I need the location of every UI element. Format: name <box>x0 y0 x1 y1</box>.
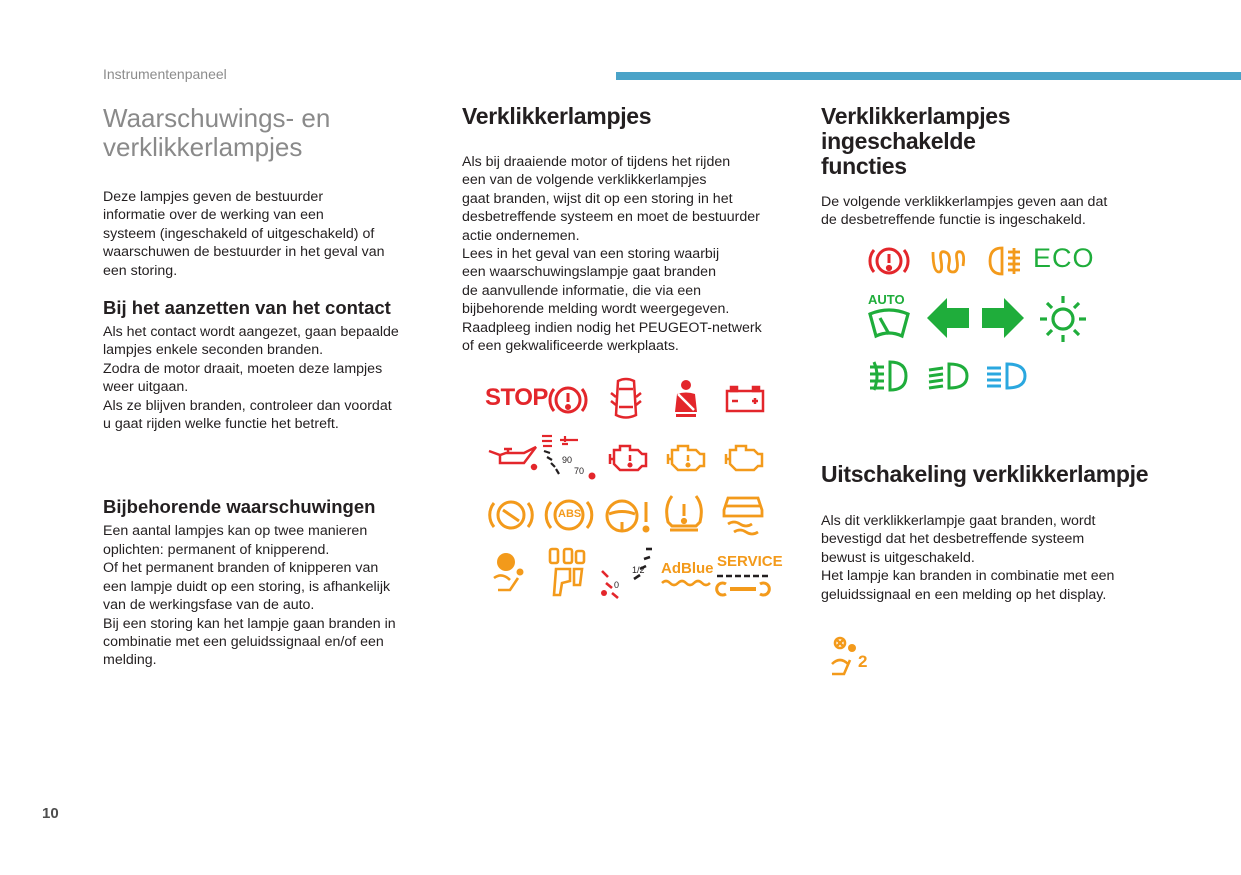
dipped-beam-icon <box>927 360 971 392</box>
main-beam-icon <box>985 360 1029 392</box>
page-number: 10 <box>42 805 59 822</box>
header-accent-bar <box>616 72 1241 80</box>
door-open-icon <box>610 375 642 423</box>
abs-label: ABS <box>558 508 582 520</box>
adblue-icon: AdBlue <box>661 560 714 577</box>
parking-brake-applied-icon <box>867 242 911 280</box>
temp-label-90: 90 <box>562 455 573 465</box>
fuel-label-half: 1/2 <box>632 565 645 575</box>
column-warning-lights-intro <box>103 100 433 670</box>
section-ignition-body: Als het contact wordt aangezet, gaan bepaalde lampjes enkele seconden branden. Zodra de motor draait, moeten deze lampjes weer uitgaan. Als ze blijven branden, controleer dan voordat u gaat rijden welke functie het betreft. <box>103 324 399 433</box>
section-associated-warnings-title: Bijbehorende waarschuwingen <box>103 496 376 518</box>
front-fog-lamp-icon <box>866 358 910 394</box>
service-icon: SERVICE <box>717 553 783 570</box>
warning-lamps-body: Als bij draaiende motor of tijdens het rijden een van de volgende verklikkerlampjes gaat branden, wijst dit op een storing in het desbetreffende systeem en moet de bestuurder actie ondernemen. Lees in het geval van een storing waarbij een waarschuwingslampje gaat branden de aanvullende informatie, die via een bijbehorende melding wordt weergegeven. Raadpleeg indien nodig het PEUGEOT-netwerk of een gekwalificeerde werkplaats. <box>462 154 762 355</box>
brake-warning-icon <box>547 380 589 420</box>
rear-fog-lamp-icon <box>988 244 1028 278</box>
stability-control-icon <box>720 492 766 538</box>
stop-icon: STOP <box>485 384 548 411</box>
brake-pedal-icon <box>546 545 590 601</box>
battery-icon <box>725 385 765 413</box>
auto-wipers-icon <box>866 308 912 344</box>
page-title: Waarschuwings- en verklikkerlampjes <box>103 103 331 162</box>
tyre-pressure-icon <box>662 492 706 534</box>
temp-red-dot-icon <box>588 472 596 480</box>
warning-lamps-title: Verklikkerlampjes <box>462 103 652 129</box>
engine-warning-icon <box>724 440 766 474</box>
section-header: Instrumentenpaneel <box>103 66 227 82</box>
eco-mode-icon: ECO <box>1033 243 1095 273</box>
sidelights-icon <box>1038 294 1088 344</box>
column-function-lamps <box>821 100 1161 230</box>
passenger-airbag-number: 2 <box>858 652 868 671</box>
engine-fault-orange-icon <box>666 440 708 474</box>
service-wrench-icon <box>716 573 772 601</box>
function-lamps-body: De volgende verklikkerlampjes geven aan dat de desbetreffende functie is ingeschakeld. <box>821 194 1108 229</box>
function-lamps-title: Verklikkerlampjes ingeschakelde functies <box>821 103 1011 179</box>
temp-label-70: 70 <box>574 466 585 476</box>
adblue-wave-icon <box>661 578 711 588</box>
engine-fault-red-icon <box>608 440 650 474</box>
parking-brake-fault-icon <box>486 494 536 536</box>
deactivation-lamp-body: Als dit verklikkerlampje gaat branden, wordt bevestigd dat het desbetreffende systeem bewust is uitgeschakeld. Het lampje kan branden in combinatie met een geluidssignaal en een melding op het display. <box>821 513 1115 603</box>
fuel-label-zero: 0 <box>614 580 620 590</box>
airbag-icon <box>488 550 532 592</box>
seatbelt-icon <box>668 378 704 420</box>
oil-pressure-icon <box>486 443 538 473</box>
right-indicator-icon <box>980 296 1026 340</box>
section-associated-warnings-body: Een aantal lampjes kan op twee manieren oplichten: permanent of knipperend. Of het permanent branden of knipperen van een lampje duidt op een storing, is afhankelijk van de werkingsfase van de auto. Bij een storing kan het lampje gaan branden in combinatie met een geluidssignaal en/of een melding. <box>103 523 396 669</box>
section-ignition-title: Bij het aanzetten van het contact <box>103 297 391 319</box>
glow-plug-icon <box>929 246 967 276</box>
auto-label: AUTO <box>868 292 905 307</box>
column-warning-lamps <box>462 100 802 355</box>
fuel-level-gauge-icon <box>596 545 660 601</box>
deactivation-lamp-title: Uitschakeling verklikkerlampje <box>821 461 1149 487</box>
intro-paragraph: Deze lampjes geven de bestuurder informatie over de werking van een systeem (ingeschakeld of uitgeschakeld) of waarschuwen de bestuurder in het geval van een storing. <box>103 189 385 279</box>
power-steering-icon <box>602 496 654 536</box>
left-indicator-icon <box>925 296 971 340</box>
